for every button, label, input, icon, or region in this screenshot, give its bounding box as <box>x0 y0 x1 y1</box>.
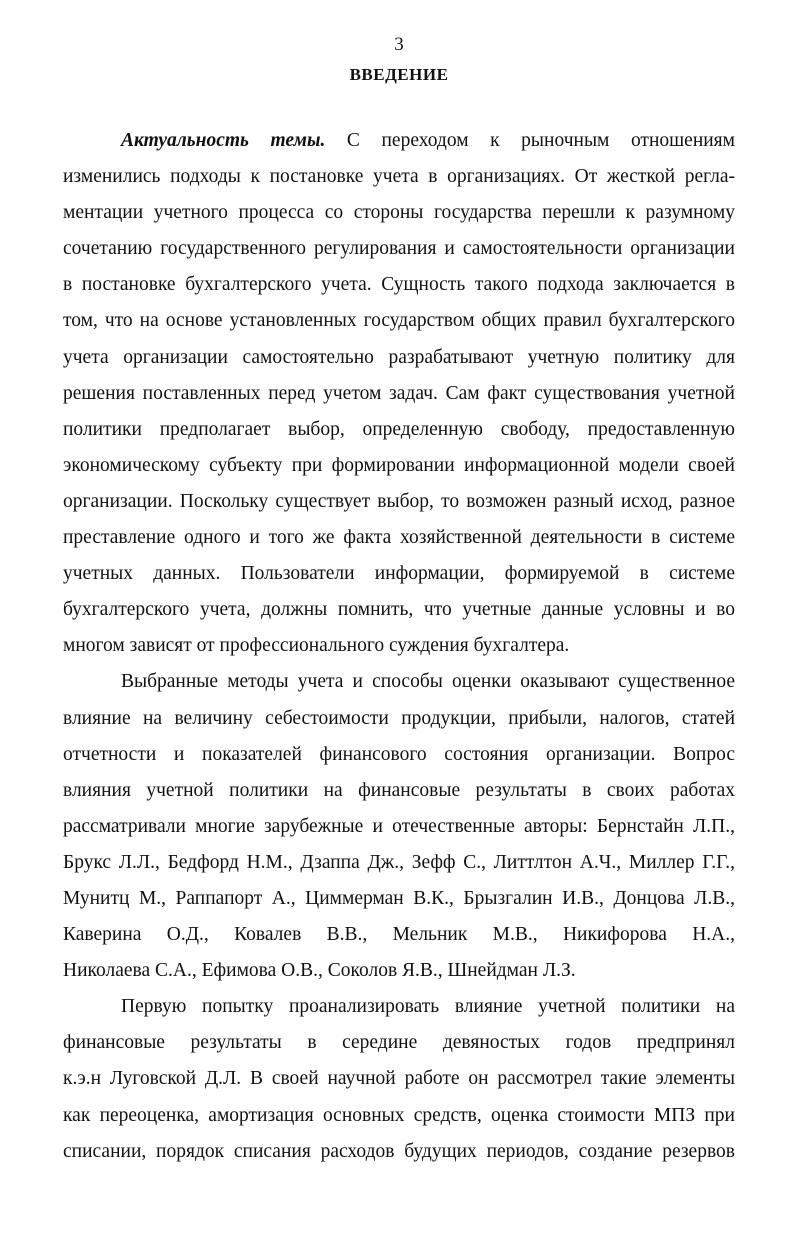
paragraph-1-line: экономическому субъекту при формировании информационной модели своей <box>63 454 735 476</box>
paragraph-2-line: влияния учетной политики на финансовые результаты в своих работах <box>63 779 735 801</box>
paragraph-1-line: в постановке бухгалтерского учета. Сущность такого подхода заключается в <box>63 274 735 296</box>
paragraph-2-line: Выбранные методы учета и способы оценки оказывают существенное <box>121 671 735 693</box>
paragraph-2-line: Мунитц М., Раппапорт А., Циммерман В.К., Брызгалин И.В., Донцова Л.В., <box>63 887 735 909</box>
paragraph-3-line: списании, порядок списания расходов будущих периодов, создание резервов <box>63 1140 735 1162</box>
paragraph-1-line: том, что на основе установленных государством общих правил бухгалтерского <box>63 310 735 332</box>
paragraph-2-line: влияние на величину себестоимости продукции, прибыли, налогов, статей <box>63 707 735 729</box>
paragraph-1-line: организации. Поскольку существует выбор, то возможен разный исход, разное <box>63 490 735 512</box>
paragraph-3-line: как переоценка, амортизация основных средств, оценка стоимости МПЗ при <box>63 1104 735 1126</box>
paragraph-2-line: отчетности и показателей финансового состояния организации. Вопрос <box>63 743 735 765</box>
paragraph-3-line: финансовые результаты в середине девяностых годов предпринял <box>63 1032 735 1054</box>
paragraph-2-line: Николаева С.А., Ефимова О.В., Соколов Я.В., Шнейдман Л.З. <box>63 960 576 982</box>
paragraph-1-line-1: Актуальность темы. С переходом к рыночным отношениям <box>121 130 735 151</box>
paragraph-1-line: преставление одного и того же факта хозяйственной деятельности в системе <box>63 527 735 549</box>
paragraph-1-line: ментации учетного процесса со стороны государства перешли к разумному <box>63 202 735 224</box>
paragraph-2-line: Брукс Л.Л., Бедфорд Н.М., Дзаппа Дж., Зефф С., Литтлтон А.Ч., Миллер Г.Г., <box>63 851 735 873</box>
paragraph-3-line: к.э.н Луговской Д.Л. В своей научной работе он рассмотрел такие элементы <box>63 1068 735 1090</box>
body-text <box>63 123 735 1170</box>
paragraph-1-line: многом зависят от профессионального суждения бухгалтера. <box>63 635 570 657</box>
topic-relevance-label: Актуальность темы. <box>121 130 326 151</box>
paragraph-1-line: учетных данных. Пользователи информации, формируемой в системе <box>63 563 735 585</box>
paragraph-1-line: политики предполагает выбор, определенную свободу, предоставленную <box>63 418 735 440</box>
section-heading: ВВЕДЕНИЕ <box>349 65 449 84</box>
paragraph-2-line: Каверина О.Д., Ковалев В.В., Мельник М.В., Никифорова Н.А., <box>63 924 735 946</box>
paragraph-1-line: изменились подходы к постановке учета в организациях. От жесткой регла- <box>63 166 735 188</box>
paragraph-3-line: Первую попытку проанализировать влияние учетной политики на <box>121 996 735 1018</box>
paragraph-2-line: рассматривали многие зарубежные и отечественные авторы: Бернстайн Л.П., <box>63 815 735 837</box>
page-number: 3 <box>394 34 404 55</box>
paragraph-1-line: решения поставленных перед учетом задач. Сам факт существования учетной <box>63 382 735 404</box>
paragraph-1-line: бухгалтерского учета, должны помнить, что учетные данные условны и во <box>63 599 735 621</box>
paragraph-1-line: учета организации самостоятельно разрабатывают учетную политику для <box>63 346 735 368</box>
paragraph-1-line: сочетанию государственного регулирования и самостоятельности организации <box>63 238 735 260</box>
